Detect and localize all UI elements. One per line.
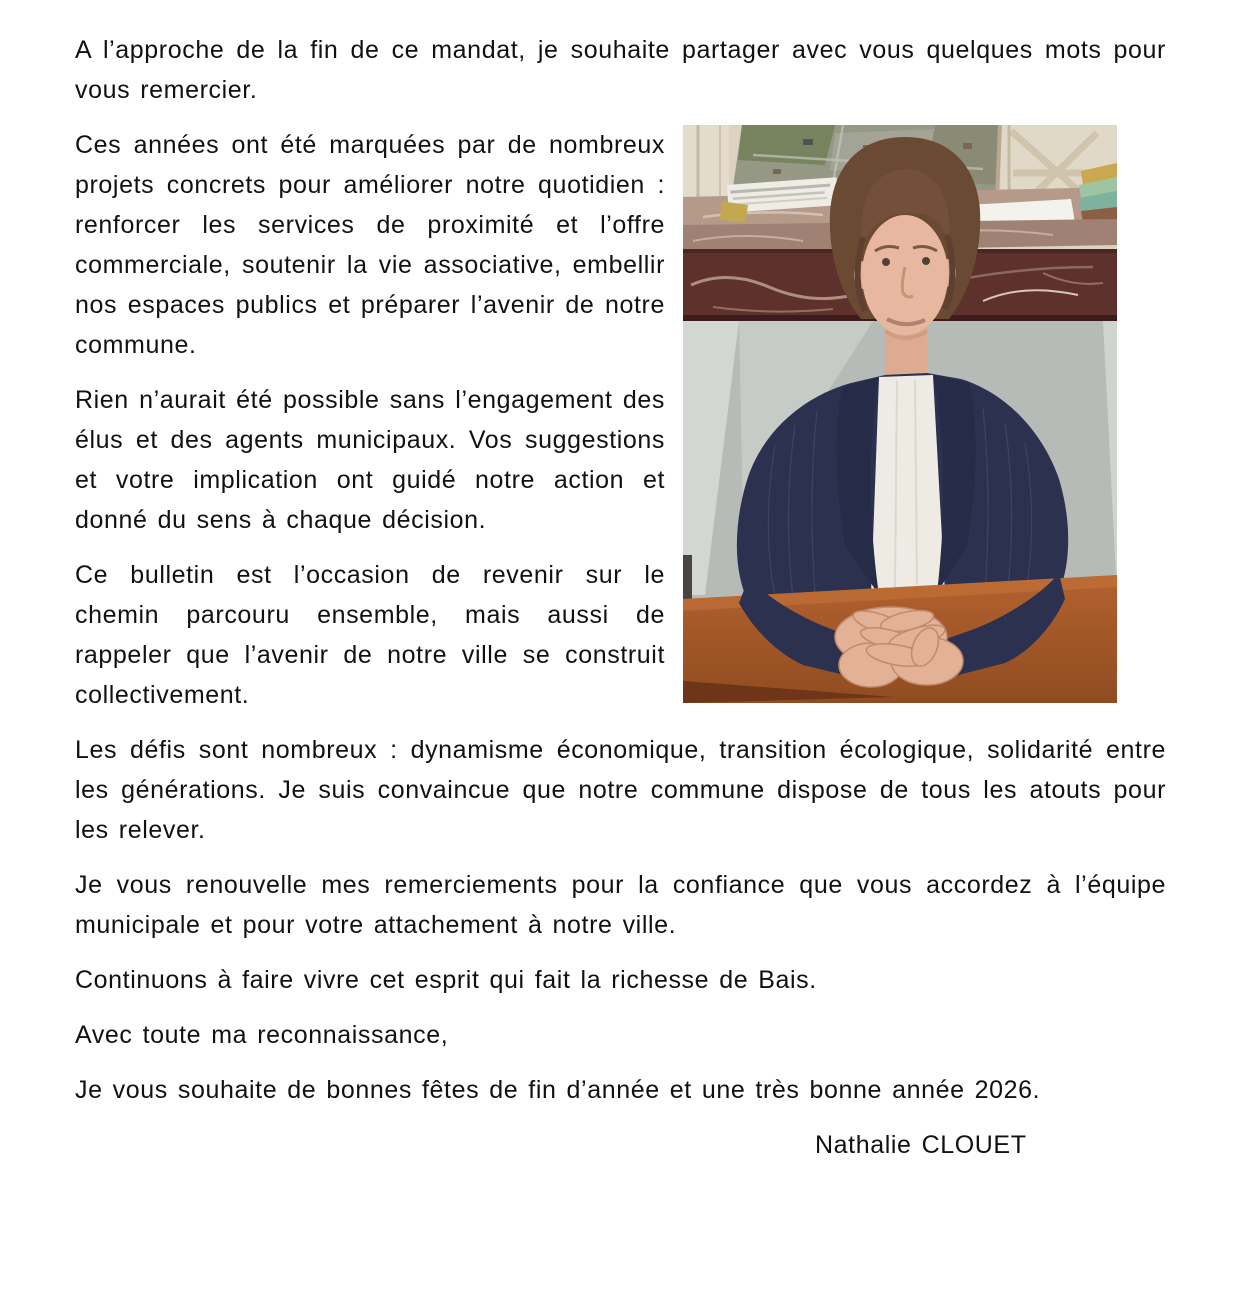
body-paragraph: Continuons à faire vivre cet esprit qui fait la richesse de Bais. (75, 966, 817, 994)
body-paragraph: Rien n’aurait été possible sans l’engagement des élus et des agents municipaux. Vos suggestions et votre implication ont guidé notre action et donné du sens à chaque décision. (75, 386, 665, 534)
body-paragraph: A l’approche de la fin de ce mandat, je souhaite partager avec vous quelques mots pour vous remercier. (75, 36, 1166, 104)
body-paragraph: Ce bulletin est l’occasion de revenir sur le chemin parcouru ensemble, mais aussi de rappeler que l’avenir de notre ville se construit collectivement. (75, 561, 665, 709)
portrait-photo-illustration (683, 125, 1117, 703)
body-paragraph: Avec toute ma reconnaissance, (75, 1021, 449, 1049)
body-paragraph: Je vous souhaite de bonnes fêtes de fin d’année et une très bonne année 2026. (75, 1076, 1041, 1104)
body-paragraph: Je vous renouvelle mes remerciements pour la confiance que vous accordez à l’équipe municipale et pour votre attachement à notre ville. (75, 871, 1166, 939)
body-paragraph: Les défis sont nombreux : dynamisme économique, transition écologique, solidarité entre les générations. Je suis convaincue que notre commune dispose de tous les atouts pour les relever. (75, 736, 1166, 844)
body-paragraph: Ces années ont été marquées par de nombreux projets concrets pour améliorer notre quotidien : renforcer les services de proximité et l’offre commerciale, soutenir la vie associative, embellir nos espaces publics et préparer l’avenir de notre commune. (75, 131, 665, 359)
mayor-portrait-photo (683, 125, 1117, 703)
signature-name: Nathalie CLOUET (815, 1131, 1027, 1159)
